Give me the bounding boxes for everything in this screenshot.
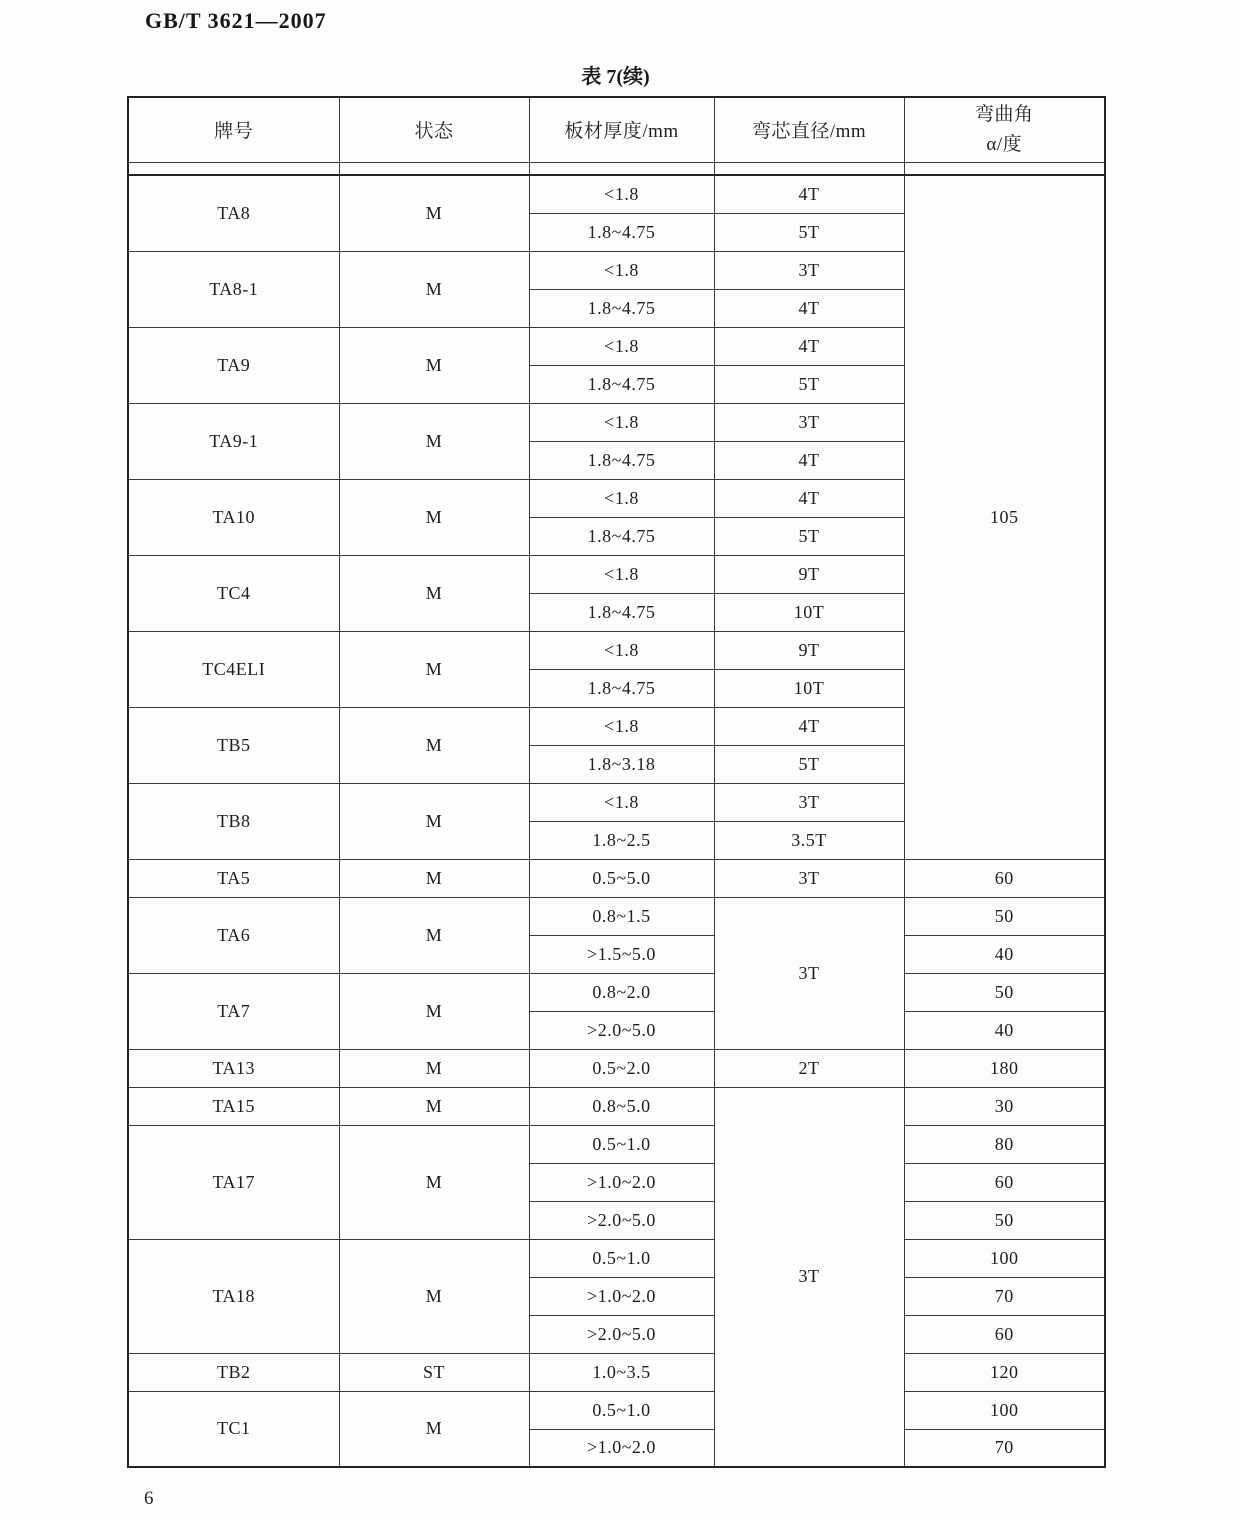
table-cell: 1.8~2.5 xyxy=(529,821,714,859)
table-cell: 5T xyxy=(714,365,904,403)
table-cell: 3T xyxy=(714,1087,904,1467)
table-row xyxy=(128,1125,1105,1163)
table-cell: 4T xyxy=(714,289,904,327)
table-cell: 9T xyxy=(714,631,904,669)
table-cell: 0.8~5.0 xyxy=(529,1087,714,1125)
table-cell: 40 xyxy=(904,935,1105,973)
table-cell: 1.8~4.75 xyxy=(529,213,714,251)
header-bend-angle xyxy=(904,97,1105,162)
table-cell: TA7 xyxy=(128,973,339,1049)
table-cell: 100 xyxy=(904,1239,1105,1277)
table-cell: TA8-1 xyxy=(128,251,339,327)
table-cell: 0.5~1.0 xyxy=(529,1125,714,1163)
table-cell: <1.8 xyxy=(529,707,714,745)
table-cell: 3T xyxy=(714,783,904,821)
table-cell: 1.8~4.75 xyxy=(529,289,714,327)
table-cell: <1.8 xyxy=(529,479,714,517)
table-cell: <1.8 xyxy=(529,783,714,821)
rule-cell xyxy=(529,162,714,175)
rule-cell xyxy=(904,162,1105,175)
table-cell: TA17 xyxy=(128,1125,339,1239)
table-cell: TA10 xyxy=(128,479,339,555)
table-cell: 3T xyxy=(714,403,904,441)
table-cell: 3T xyxy=(714,897,904,1049)
table-cell: <1.8 xyxy=(529,555,714,593)
table-cell: 40 xyxy=(904,1011,1105,1049)
table-cell: ST xyxy=(339,1353,529,1391)
table-cell: <1.8 xyxy=(529,631,714,669)
table-cell: >1.0~2.0 xyxy=(529,1429,714,1467)
table-cell: 4T xyxy=(714,327,904,365)
table-cell: >2.0~5.0 xyxy=(529,1011,714,1049)
table-cell: 2T xyxy=(714,1049,904,1087)
header-state: 状态 xyxy=(339,97,529,162)
table-cell: 80 xyxy=(904,1125,1105,1163)
table-cell: 0.8~1.5 xyxy=(529,897,714,935)
table-cell: TA9-1 xyxy=(128,403,339,479)
table-cell: 50 xyxy=(904,1201,1105,1239)
table-cell: TA13 xyxy=(128,1049,339,1087)
table-cell: 10T xyxy=(714,593,904,631)
table-cell: 50 xyxy=(904,973,1105,1011)
table-cell: M xyxy=(339,1239,529,1353)
table-cell: M xyxy=(339,1087,529,1125)
table-cell: TA18 xyxy=(128,1239,339,1353)
table-cell: 120 xyxy=(904,1353,1105,1391)
table-cell: 1.8~4.75 xyxy=(529,517,714,555)
table-cell: 3.5T xyxy=(714,821,904,859)
standard-number: GB/T 3621—2007 xyxy=(145,8,327,33)
bend-test-table xyxy=(127,96,1106,1468)
table-cell: 0.5~1.0 xyxy=(529,1239,714,1277)
table-cell: M xyxy=(339,707,529,783)
table-row xyxy=(128,175,1105,213)
table-cell: >2.0~5.0 xyxy=(529,1201,714,1239)
table-cell: 1.8~4.75 xyxy=(529,441,714,479)
table-cell: M xyxy=(339,1049,529,1087)
table-cell: 4T xyxy=(714,441,904,479)
table-row xyxy=(128,1049,1105,1087)
table-header xyxy=(128,97,1105,175)
table-cell: >2.0~5.0 xyxy=(529,1315,714,1353)
table-cell: TA8 xyxy=(128,175,339,251)
table-cell: M xyxy=(339,403,529,479)
table-cell: TC1 xyxy=(128,1391,339,1467)
table-cell: 0.5~5.0 xyxy=(529,859,714,897)
table-cell: 4T xyxy=(714,175,904,213)
rule-cell xyxy=(714,162,904,175)
table-cell: TA6 xyxy=(128,897,339,973)
table-cell: <1.8 xyxy=(529,403,714,441)
table-cell: 105 xyxy=(904,175,1105,859)
table-cell: TA5 xyxy=(128,859,339,897)
header-bend-angle-line1: 弯曲角 xyxy=(974,104,1034,126)
table-cell: 1.8~4.75 xyxy=(529,365,714,403)
header-grade: 牌号 xyxy=(128,97,339,162)
header-thickness: 板材厚度/mm xyxy=(529,97,714,162)
table-cell: M xyxy=(339,859,529,897)
table-cell: TC4ELI xyxy=(128,631,339,707)
table-cell: M xyxy=(339,631,529,707)
table-cell: 1.8~4.75 xyxy=(529,669,714,707)
table-cell: 60 xyxy=(904,859,1105,897)
table-body xyxy=(128,175,1105,1467)
table-cell: 9T xyxy=(714,555,904,593)
table-cell: M xyxy=(339,1125,529,1239)
table-cell: TB2 xyxy=(128,1353,339,1391)
table-cell: <1.8 xyxy=(529,327,714,365)
rule-cell xyxy=(128,162,339,175)
table-row xyxy=(128,897,1105,935)
header-bend-core-diameter: 弯芯直径/mm xyxy=(714,97,904,162)
table-cell: 100 xyxy=(904,1391,1105,1429)
table-row xyxy=(128,973,1105,1011)
table-cell: 5T xyxy=(714,517,904,555)
table-title: 表 7(续) xyxy=(581,66,650,88)
table-cell: TC4 xyxy=(128,555,339,631)
table-cell: M xyxy=(339,479,529,555)
page-number: 6 xyxy=(144,1488,154,1509)
table-header-row xyxy=(128,97,1105,162)
table-row xyxy=(128,859,1105,897)
table-cell: TA9 xyxy=(128,327,339,403)
table-cell: 5T xyxy=(714,213,904,251)
table-row xyxy=(128,1353,1105,1391)
table-cell: <1.8 xyxy=(529,251,714,289)
table-cell: 4T xyxy=(714,479,904,517)
header-double-rule xyxy=(128,162,1105,175)
table-cell: 180 xyxy=(904,1049,1105,1087)
table-cell: M xyxy=(339,897,529,973)
table-cell: 60 xyxy=(904,1163,1105,1201)
table-cell: TB5 xyxy=(128,707,339,783)
table-cell: 1.8~4.75 xyxy=(529,593,714,631)
table-cell: M xyxy=(339,555,529,631)
table-cell: 4T xyxy=(714,707,904,745)
rule-cell xyxy=(339,162,529,175)
header-bend-angle-line2: α/度 xyxy=(986,133,1023,155)
table-cell: 0.5~2.0 xyxy=(529,1049,714,1087)
table-cell: 30 xyxy=(904,1087,1105,1125)
table-cell: M xyxy=(339,175,529,251)
table-cell: 5T xyxy=(714,745,904,783)
table-cell: 10T xyxy=(714,669,904,707)
table-cell: 70 xyxy=(904,1277,1105,1315)
table-cell: 3T xyxy=(714,859,904,897)
table-cell: M xyxy=(339,1391,529,1467)
table-cell: M xyxy=(339,783,529,859)
table-cell: 0.5~1.0 xyxy=(529,1391,714,1429)
table-cell: <1.8 xyxy=(529,175,714,213)
table-cell: 3T xyxy=(714,251,904,289)
table-row xyxy=(128,1239,1105,1277)
table-cell: 70 xyxy=(904,1429,1105,1467)
table-cell: 1.0~3.5 xyxy=(529,1353,714,1391)
table-cell: >1.5~5.0 xyxy=(529,935,714,973)
table-cell: M xyxy=(339,327,529,403)
table-cell: TA15 xyxy=(128,1087,339,1125)
table-row xyxy=(128,1391,1105,1429)
table-cell: 50 xyxy=(904,897,1105,935)
table-cell: 60 xyxy=(904,1315,1105,1353)
table-row xyxy=(128,1087,1105,1125)
table-cell: M xyxy=(339,251,529,327)
table-cell: >1.0~2.0 xyxy=(529,1163,714,1201)
table-cell: M xyxy=(339,973,529,1049)
table-cell: TB8 xyxy=(128,783,339,859)
table-cell: 1.8~3.18 xyxy=(529,745,714,783)
table-cell: >1.0~2.0 xyxy=(529,1277,714,1315)
table-cell: 0.8~2.0 xyxy=(529,973,714,1011)
